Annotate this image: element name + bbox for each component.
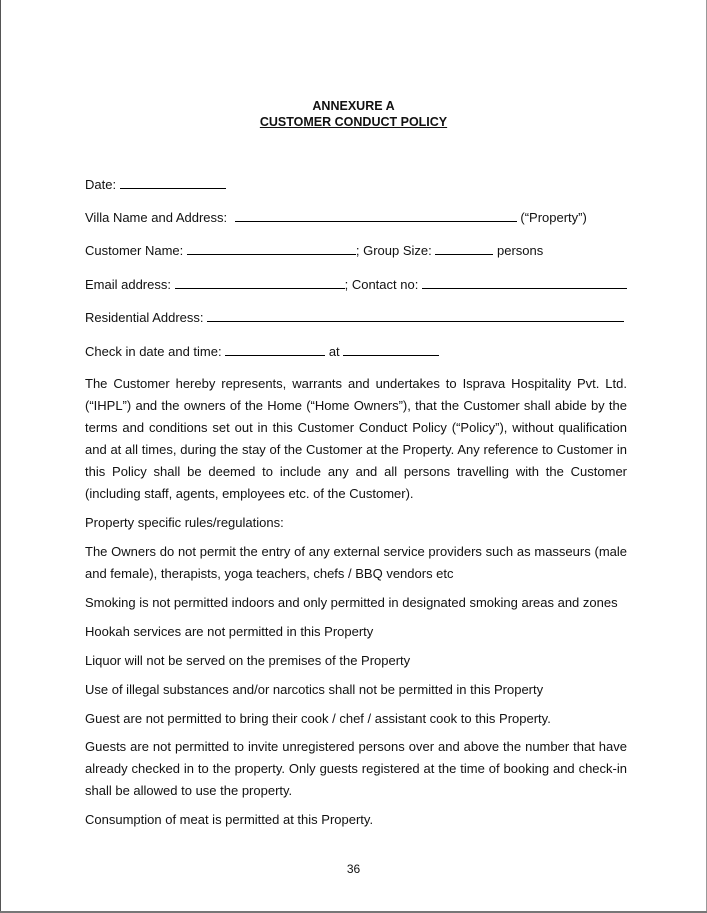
rule-item: Smoking is not permitted indoors and only permitted in designated smoking areas and zones [85,595,618,610]
group-size-blank [435,242,493,255]
residential-row [85,309,624,326]
checkin-time-blank [343,343,439,356]
customer-name-label: Customer Name: [85,243,184,258]
policy-title [0,115,707,129]
policy-title-text: CUSTOMER CONDUCT POLICY [259,115,448,129]
email-label: Email address: [85,277,171,292]
at-label: at [328,344,340,359]
intro-paragraph: The Customer hereby represents, warrants and undertakes to Isprava Hospitality Pvt. Ltd. (“IHPL”) and the owners of the Home (“Home Owners”), that the Customer shall abide by the terms and conditions set out in this Customer Conduct Policy (“Policy”), without qualification and at all times, during the stay of the Customer at the Property. Any reference to Customer in this Policy shall be deemed to include any and all persons travelling with the Customer (including staff, agents, employees etc. of the Customer). [85,376,627,501]
rule-item: Guests are not permitted to invite unregistered persons over and above the number that have already checked in to the property. Only guests registered at the time of booking and check-in shall be allowed to use the property. [85,739,627,798]
customer-name-row [85,242,543,259]
villa-row [85,209,587,226]
email-blank [175,276,345,289]
annexure-heading: ANNEXURE A [312,99,395,113]
checkin-date-blank [225,343,325,356]
rule-item: Liquor will not be served on the premises of the Property [85,653,411,668]
date-blank [120,176,226,189]
date-row [85,176,226,193]
rule-item: Hookah services are not permitted in this Property [85,624,374,639]
email-row [85,276,627,293]
residential-label: Residential Address: [85,310,204,325]
rules-heading: Property specific rules/regulations: [85,515,284,530]
rule-item: Guest are not permitted to bring their cook / chef / assistant cook to this Property. [85,711,551,726]
page-number: 36 [346,862,361,876]
date-label: Date: [85,177,117,192]
checkin-row [85,343,439,360]
villa-label: Villa Name and Address: [85,210,228,225]
rule-item: Consumption of meat is permitted at this Property. [85,812,374,827]
customer-name-blank [187,242,356,255]
persons-label: persons [497,243,544,258]
page-border-left [0,0,1,913]
rule-item: The Owners do not permit the entry of any external service providers such as masseurs (male and female), therapists, yoga teachers, chefs / BBQ vendors etc [85,544,627,581]
rule-item: Use of illegal substances and/or narcotics shall not be permitted in this Property [85,682,544,697]
residential-blank [207,309,624,322]
contact-blank [422,276,627,289]
villa-suffix: (“Property”) [520,210,587,225]
checkin-label: Check in date and time: [85,344,222,359]
group-size-label: ; Group Size: [355,243,432,258]
contact-label: ; Contact no: [344,277,419,292]
villa-blank [235,209,517,222]
